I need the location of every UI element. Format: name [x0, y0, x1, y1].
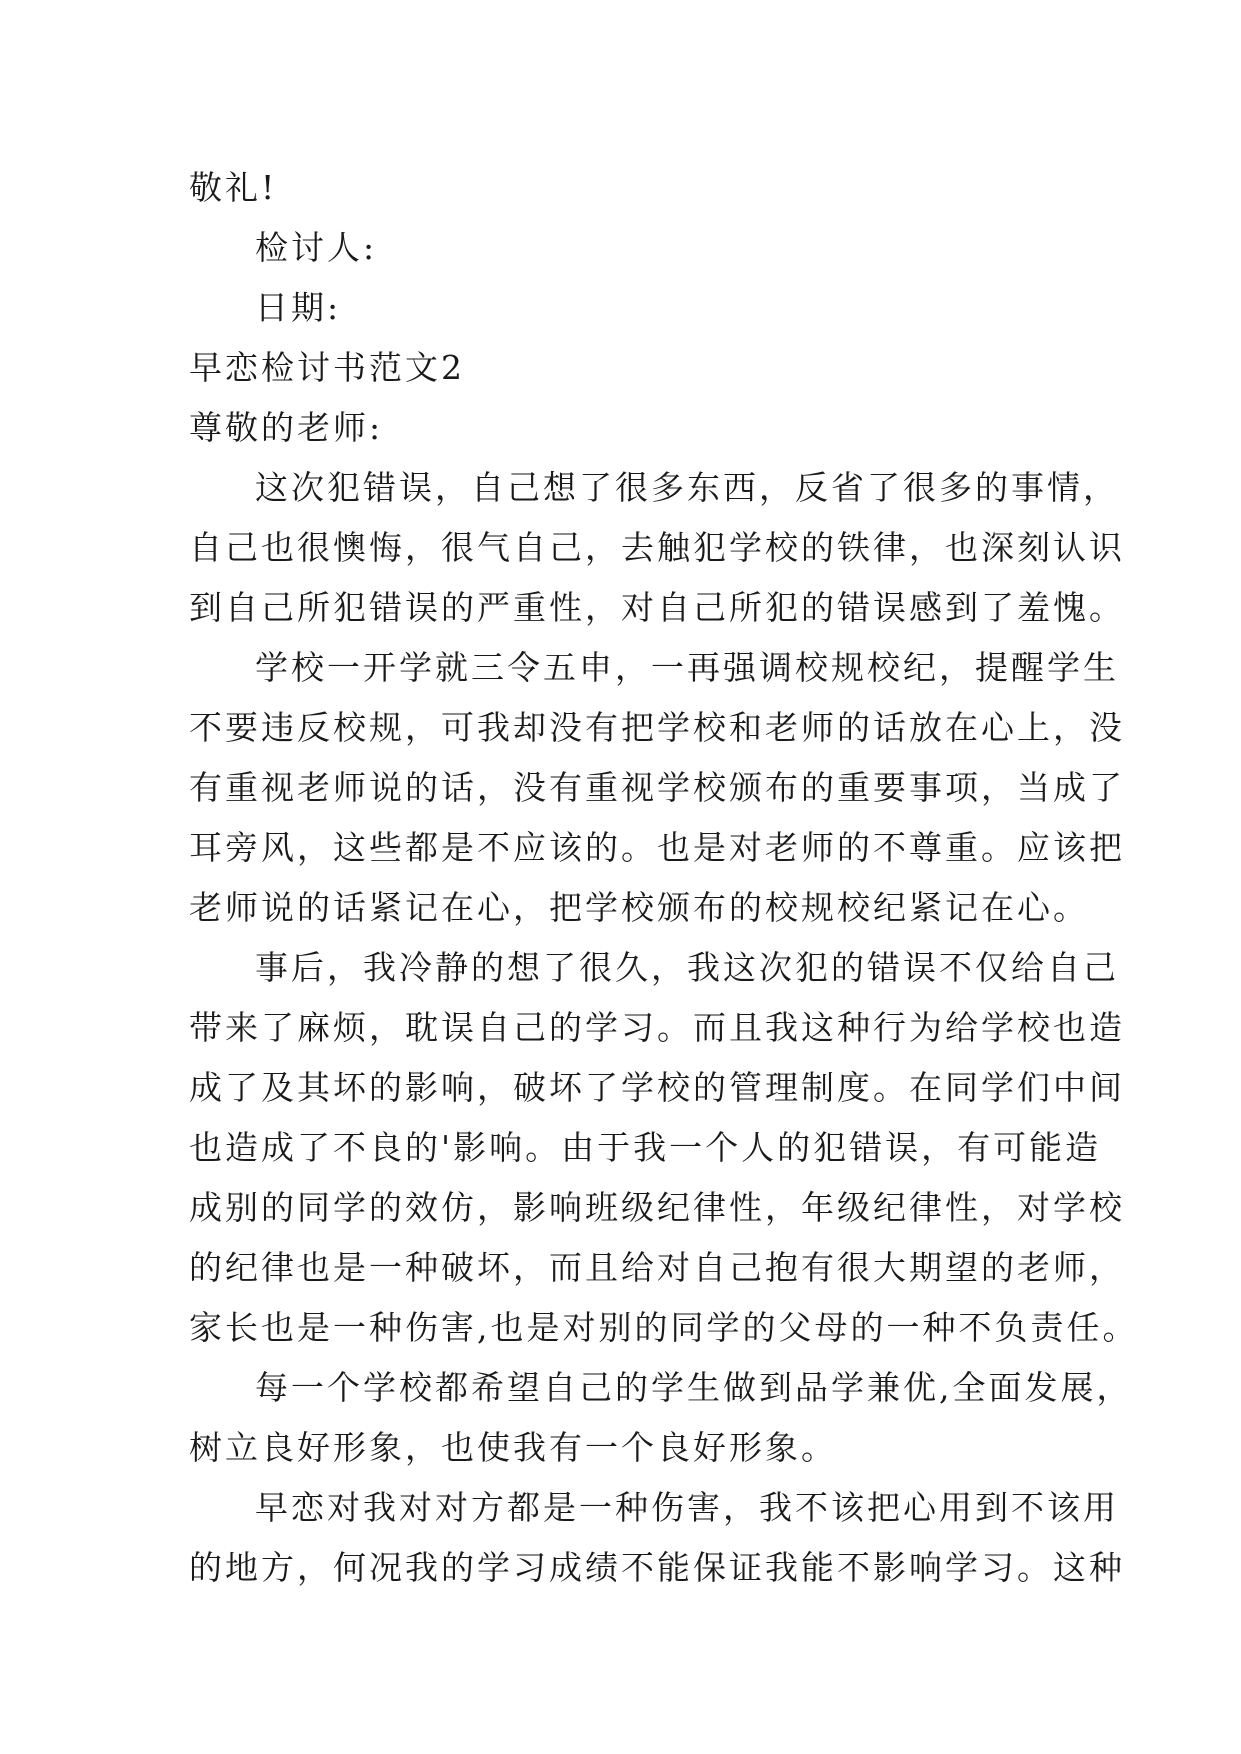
- signer-label: 检讨人:: [255, 228, 378, 267]
- salutation: 尊敬的老师:: [189, 408, 384, 447]
- paragraph-line: 事后，我冷静的想了很久，我这次犯的错误不仅给自己: [255, 948, 1119, 987]
- date-label: 日期:: [255, 288, 342, 327]
- paragraph-line: 自己也很懊悔，很气自己，去触犯学校的铁律，也深刻认识: [189, 528, 1125, 567]
- paragraph-line: 不要违反校规，可我却没有把学校和老师的话放在心上，没: [189, 708, 1125, 747]
- paragraph-line: 到自己所犯错误的严重性，对自己所犯的错误感到了羞愧。: [189, 588, 1125, 627]
- paragraph-line: 学校一开学就三令五申，一再强调校规校纪，提醒学生: [255, 648, 1119, 687]
- document-body: [189, 158, 1139, 1598]
- paragraph-line: 这次犯错误，自己想了很多东西，反省了很多的事情，: [255, 468, 1119, 507]
- paragraph-line: 家长也是一种伤害,也是对别的同学的父母的一种不负责任。: [189, 1308, 1139, 1347]
- paragraph-line: 成了及其坏的影响，破坏了学校的管理制度。在同学们中间: [189, 1068, 1125, 1107]
- paragraph-line: 的纪律也是一种破坏，而且给对自己抱有很大期望的老师，: [189, 1248, 1125, 1287]
- paragraph-line: 老师说的话紧记在心，把学校颁布的校规校纪紧记在心。: [189, 888, 1089, 927]
- paragraph-line: 有重视老师说的话，没有重视学校颁布的重要事项，当成了: [189, 768, 1125, 807]
- paragraph-line: 耳旁风，这些都是不应该的。也是对老师的不尊重。应该把: [189, 828, 1125, 867]
- paragraph-line: 的地方，何况我的学习成绩不能保证我能不影响学习。这种: [189, 1548, 1125, 1587]
- paragraph-line: 成别的同学的效仿，影响班级纪律性，年级纪律性，对学校: [189, 1188, 1125, 1227]
- paragraph-3: [189, 938, 1139, 1358]
- paragraph-1: [189, 458, 1125, 638]
- paragraph-line: 树立良好形象，也使我有一个良好形象。: [189, 1428, 837, 1467]
- paragraph-line: 带来了麻烦，耽误自己的学习。而且我这种行为给学校也造: [189, 1008, 1125, 1047]
- paragraph-line: 每一个学校都希望自己的学生做到品学兼优,全面发展，: [255, 1368, 1133, 1407]
- paragraph-5: [189, 1478, 1125, 1598]
- closing-line: 敬礼!: [189, 168, 278, 207]
- paragraph-line: 早恋对我对对方都是一种伤害，我不该把心用到不该用: [255, 1488, 1119, 1527]
- paragraph-4: [189, 1358, 1133, 1478]
- section-title: 早恋检讨书范文2: [189, 348, 465, 387]
- paragraph-line: 也造成了不良的'影响。由于我一个人的犯错误，有可能造: [189, 1128, 1102, 1167]
- paragraph-2: [189, 638, 1125, 938]
